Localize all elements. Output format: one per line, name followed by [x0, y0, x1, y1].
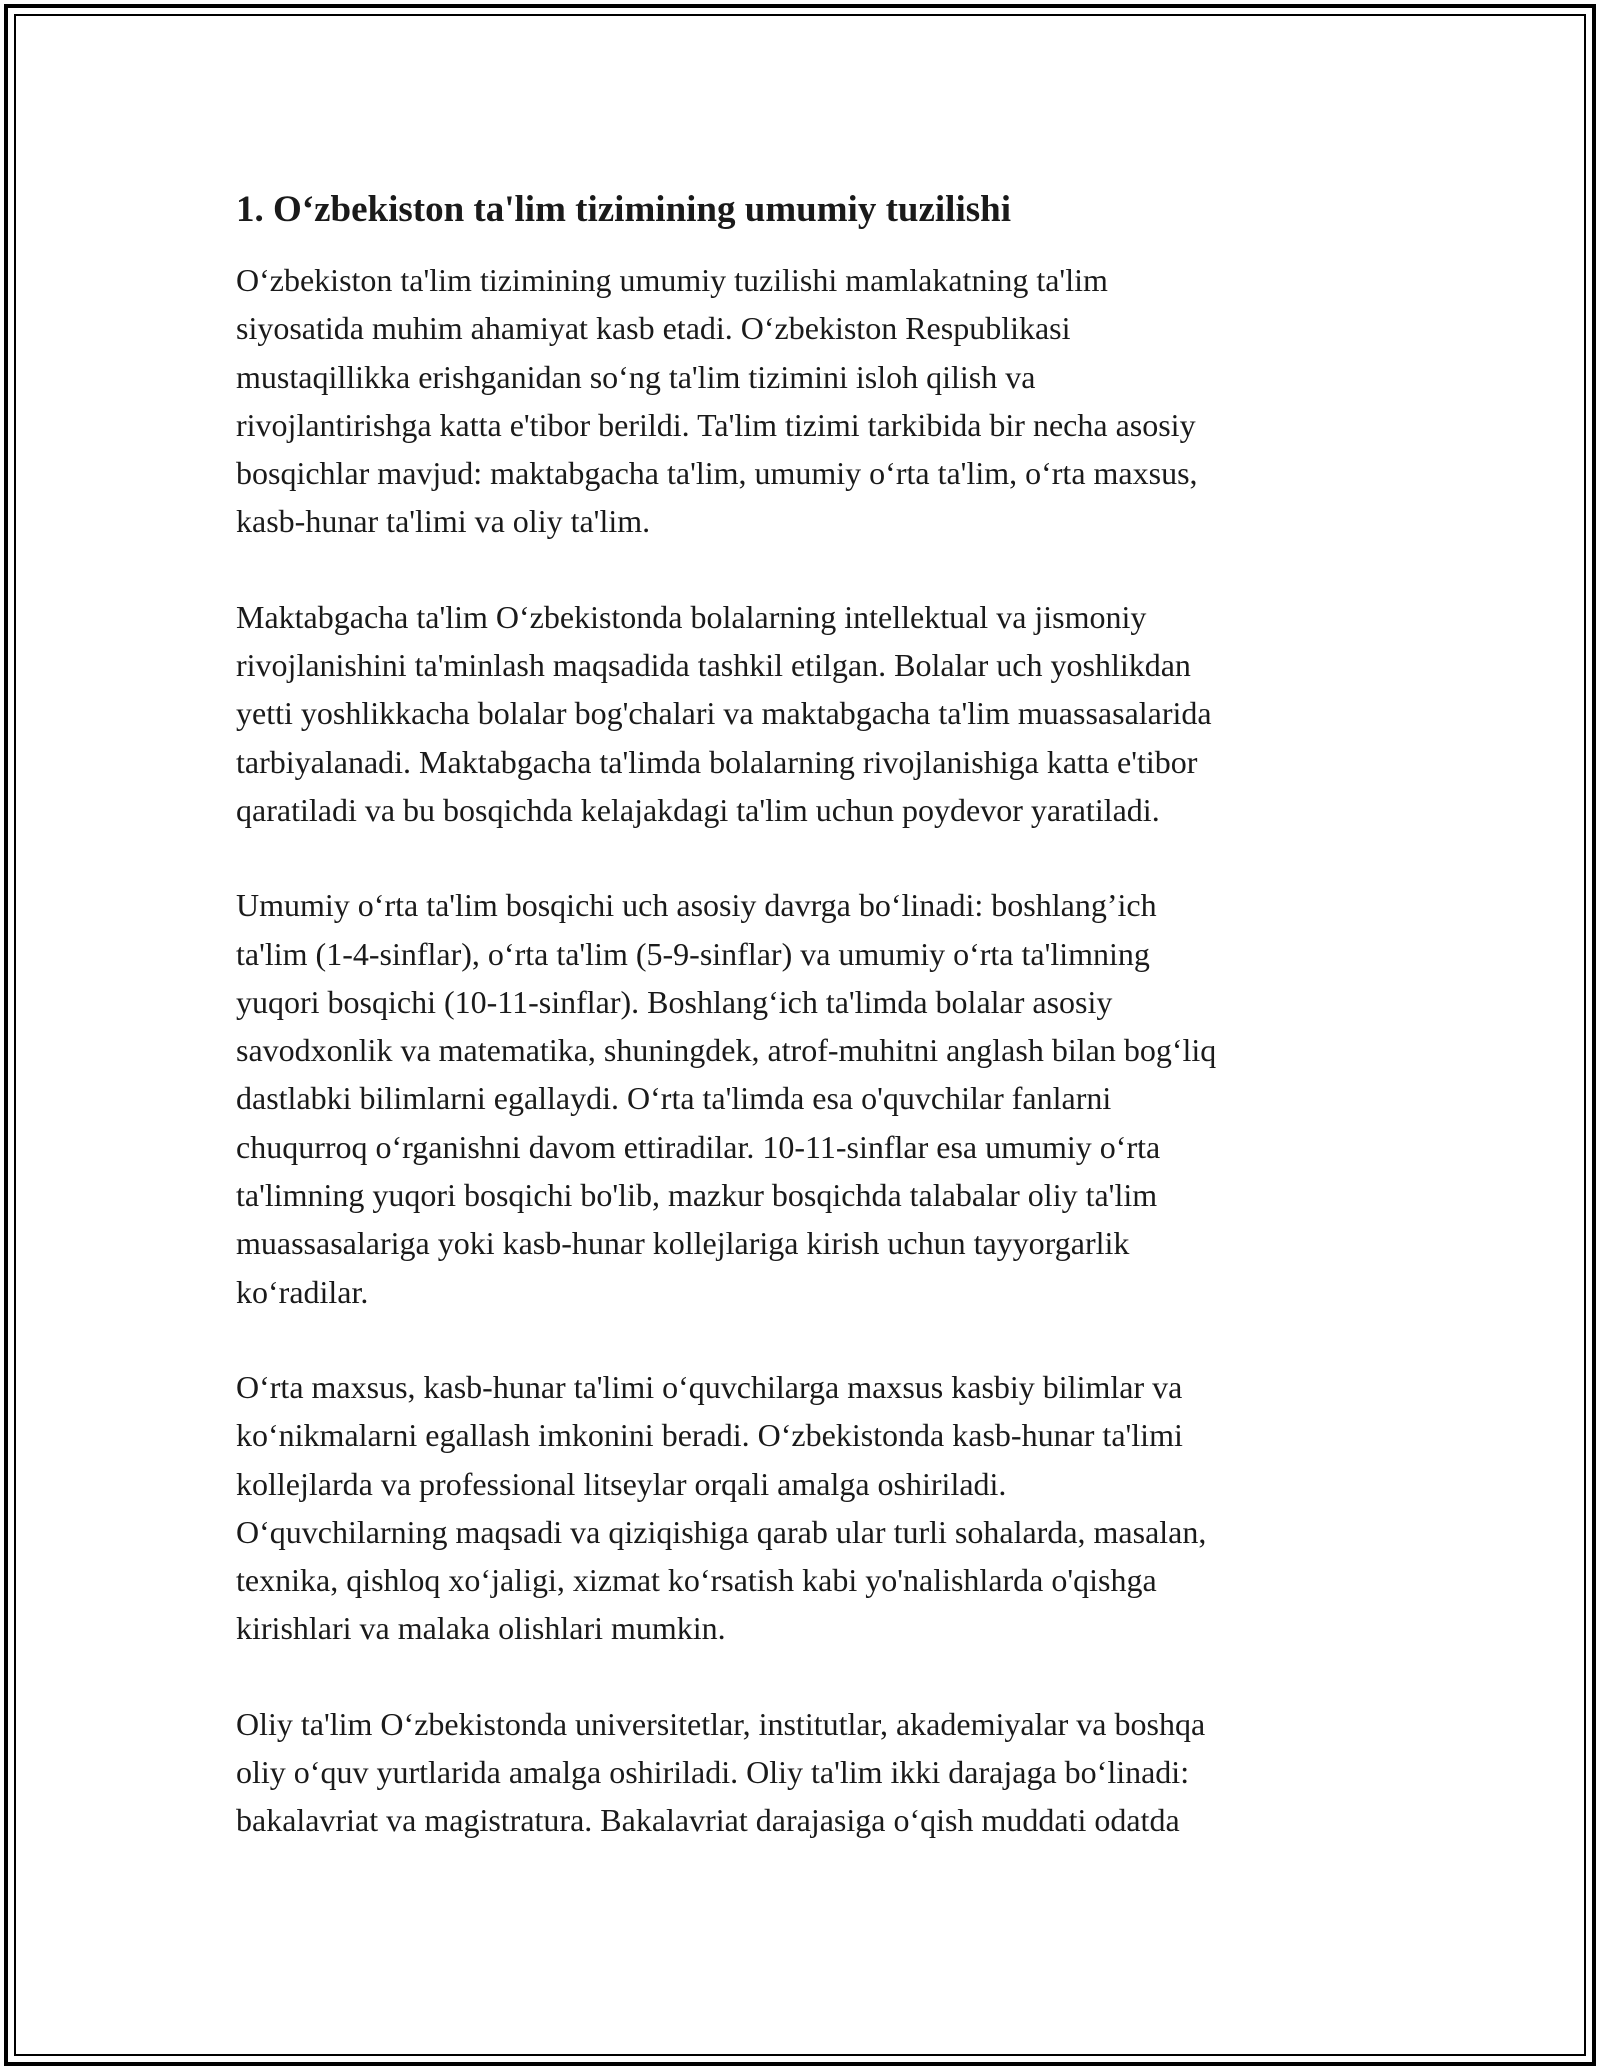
text-line: siyosatida muhim ahamiyat kasb etadi. O‘zbekiston Respublikasi — [236, 310, 1071, 347]
text-line: ta'lim (1-4-sinflar), o‘rta ta'lim (5-9-sinflar) va umumiy o‘rta ta'limning — [236, 935, 1150, 972]
text-line: O‘quvchilarning maqsadi va qiziqishiga qarab ular turli sohalarda, masalan, — [236, 1513, 1207, 1550]
text-line: yuqori bosqichi (10-11-sinflar). Boshlang‘ich ta'limda bolalar asosiy — [236, 983, 1113, 1020]
text-line: ko‘nikmalarni egallash imkonini beradi. O‘zbekistonda kasb-hunar ta'limi — [236, 1417, 1183, 1454]
text-line: tarbiyalanadi. Maktabgacha ta'limda bolalarning rivojlanishiga katta e'tibor — [236, 743, 1198, 780]
text-line: yetti yoshlikkacha bolalar bog'chalari va maktabgacha ta'lim muassasalarida — [236, 695, 1212, 732]
text-line: Oliy ta'lim O‘zbekistonda universitetlar, institutlar, akademiyalar va boshqa — [236, 1705, 1206, 1742]
text-line: savodxonlik va matematika, shuningdek, atrof-muhitni anglash bilan bog‘liq — [236, 1032, 1217, 1069]
section-heading: 1. O‘zbekiston ta'lim tizimining umumiy tuzilishi — [236, 189, 1011, 230]
text-line: Maktabgacha ta'lim O‘zbekistonda bolalarning intellektual va jismoniy — [236, 598, 1147, 635]
text-line: mustaqillikka erishganidan so‘ng ta'lim tizimini isloh qilish va — [236, 358, 1036, 395]
text-line: rivojlanishini ta'minlash maqsadida tashkil etilgan. Bolalar uch yoshlikdan — [236, 647, 1191, 684]
document-body — [236, 186, 1366, 1892]
text-line: rivojlantirishga katta e'tibor berildi. Ta'lim tizimi tarkibida bir necha asosiy — [236, 406, 1196, 443]
paragraph-higher-education — [236, 1700, 1366, 1845]
paragraph-general-secondary — [236, 881, 1366, 1316]
text-line: bakalavriat va magistratura. Bakalavriat darajasiga o‘qish muddati odatda — [236, 1802, 1180, 1839]
text-line: O‘rta maxsus, kasb-hunar ta'limi o‘quvchilarga maxsus kasbiy bilimlar va — [236, 1368, 1183, 1405]
text-line: dastlabki bilimlarni egallaydi. O‘rta ta'limda esa o'quvchilar fanlarni — [236, 1080, 1112, 1117]
text-line: kirishlari va malaka olishlari mumkin. — [236, 1610, 726, 1647]
text-line: Umumiy o‘rta ta'lim bosqichi uch asosiy davrga bo‘linadi: boshlang’ich — [236, 887, 1157, 924]
text-line: bosqichlar mavjud: maktabgacha ta'lim, umumiy o‘rta ta'lim, o‘rta maxsus, — [236, 455, 1198, 492]
text-line: ta'limning yuqori bosqichi bo'lib, mazkur bosqichda talabalar oliy ta'lim — [236, 1177, 1158, 1214]
text-line: muassasalariga yoki kasb-hunar kollejlariga kirish uchun tayyorgarlik — [236, 1225, 1130, 1262]
text-line: kollejlarda va professional litseylar orqali amalga oshiriladi. — [236, 1465, 1007, 1502]
paragraph-preschool — [236, 593, 1366, 834]
text-line: oliy o‘quv yurtlarida amalga oshiriladi. Oliy ta'lim ikki darajaga bo‘linadi: — [236, 1754, 1190, 1791]
text-line: O‘zbekiston ta'lim tizimining umumiy tuzilishi mamlakatning ta'lim — [236, 262, 1108, 298]
paragraph-vocational — [236, 1363, 1366, 1653]
paragraph-overview — [236, 256, 1366, 546]
text-line: chuqurroq o‘rganishni davom ettiradilar. 10-11-sinflar esa umumiy o‘rta — [236, 1128, 1161, 1165]
text-line: texnika, qishloq xo‘jaligi, xizmat ko‘rsatish kabi yo'nalishlarda o'qishga — [236, 1562, 1157, 1599]
text-line: kasb-hunar ta'limi va oliy ta'lim. — [236, 503, 651, 540]
text-line: ko‘radilar. — [236, 1273, 369, 1310]
text-line: qaratiladi va bu bosqichda kelajakdagi ta'lim uchun poydevor yaratiladi. — [236, 791, 1160, 828]
